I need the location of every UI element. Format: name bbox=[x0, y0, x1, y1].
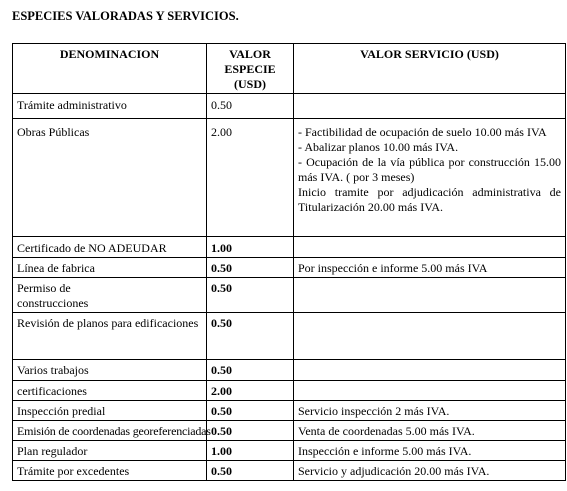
cell-denominacion: Permiso de construcciones bbox=[13, 278, 207, 313]
fees-table bbox=[12, 43, 566, 481]
cell-valor-servicio bbox=[294, 441, 566, 461]
cell-valor-servicio bbox=[294, 237, 566, 258]
cell-valor-servicio bbox=[294, 313, 566, 360]
cell-valor-servicio bbox=[294, 421, 566, 441]
page-title: ESPECIES VALORADAS Y SERVICIOS. bbox=[12, 9, 239, 23]
table-row bbox=[13, 313, 566, 360]
cell-valor-especie: 1.00 bbox=[207, 441, 294, 461]
table-row bbox=[13, 461, 566, 481]
header-valor-especie bbox=[207, 44, 294, 94]
cell-valor-servicio bbox=[294, 461, 566, 481]
table-row bbox=[13, 237, 566, 258]
cell-denominacion: Emisión de coordenadas georeferenciadas bbox=[13, 421, 207, 441]
cell-denominacion: Revisión de planos para edificaciones bbox=[13, 313, 207, 360]
cell-valor-servicio bbox=[294, 119, 566, 237]
cell-denominacion: Plan regulador bbox=[13, 441, 207, 461]
table-row bbox=[13, 421, 566, 441]
header-valor-especie-line2: ESPECIE (USD) bbox=[224, 62, 276, 91]
cell-valor-especie: 0.50 bbox=[207, 313, 294, 360]
cell-valor-especie: 0.50 bbox=[207, 94, 294, 119]
cell-valor-especie: 0.50 bbox=[207, 360, 294, 381]
service-line: Por inspección e informe 5.00 más IVA bbox=[298, 261, 488, 275]
cell-valor-servicio bbox=[294, 381, 566, 401]
service-line: Inspección e informe 5.00 más IVA. bbox=[298, 444, 472, 458]
cell-denominacion: Obras Públicas bbox=[13, 119, 207, 237]
cell-valor-especie: 0.50 bbox=[207, 258, 294, 278]
header-valor-servicio: VALOR SERVICIO (USD) bbox=[294, 44, 566, 94]
cell-valor-servicio bbox=[294, 94, 566, 119]
table-header-row bbox=[13, 44, 566, 94]
table-row bbox=[13, 119, 566, 237]
service-line: - Factibilidad de ocupación de suelo 10.00 más IVA bbox=[298, 125, 547, 139]
cell-valor-servicio bbox=[294, 360, 566, 381]
header-denominacion: DENOMINACION bbox=[13, 44, 207, 94]
table-row bbox=[13, 278, 566, 313]
table-row bbox=[13, 381, 566, 401]
cell-valor-especie: 1.00 bbox=[207, 237, 294, 258]
service-line: - Ocupación de la vía pública por construcción 15.00 más IVA. ( por 3 meses) bbox=[298, 155, 561, 184]
table-row bbox=[13, 360, 566, 381]
cell-valor-servicio bbox=[294, 278, 566, 313]
cell-valor-especie: 0.50 bbox=[207, 461, 294, 481]
service-line: Servicio inspección 2 más IVA. bbox=[298, 404, 450, 418]
cell-valor-especie: 0.50 bbox=[207, 278, 294, 313]
cell-valor-especie: 2.00 bbox=[207, 381, 294, 401]
cell-denominacion: Trámite por excedentes bbox=[13, 461, 207, 481]
cell-denominacion: Certificado de NO ADEUDAR bbox=[13, 237, 207, 258]
cell-denominacion: Varios trabajos bbox=[13, 360, 207, 381]
cell-denominacion: Línea de fabrica bbox=[13, 258, 207, 278]
service-line: Venta de coordenadas 5.00 más IVA. bbox=[298, 424, 475, 438]
service-line: Inicio tramite por adjudicación administrativa de Titularización 20.00 más IVA. bbox=[298, 185, 561, 214]
service-line: Servicio y adjudicación 20.00 más IVA. bbox=[298, 464, 490, 478]
cell-denominacion: Inspección predial bbox=[13, 401, 207, 421]
cell-denominacion: certificaciones bbox=[13, 381, 207, 401]
cell-valor-servicio bbox=[294, 401, 566, 421]
table-row bbox=[13, 401, 566, 421]
header-valor-especie-line1: VALOR bbox=[229, 47, 271, 61]
service-line: - Abalizar planos 10.00 más IVA. bbox=[298, 140, 459, 154]
cell-valor-especie: 0.50 bbox=[207, 401, 294, 421]
table-row bbox=[13, 94, 566, 119]
cell-denominacion: Trámite administrativo bbox=[13, 94, 207, 119]
cell-valor-especie: 0.50 bbox=[207, 421, 294, 441]
table-row bbox=[13, 258, 566, 278]
cell-valor-especie: 2.00 bbox=[207, 119, 294, 237]
cell-valor-servicio bbox=[294, 258, 566, 278]
table-row bbox=[13, 441, 566, 461]
